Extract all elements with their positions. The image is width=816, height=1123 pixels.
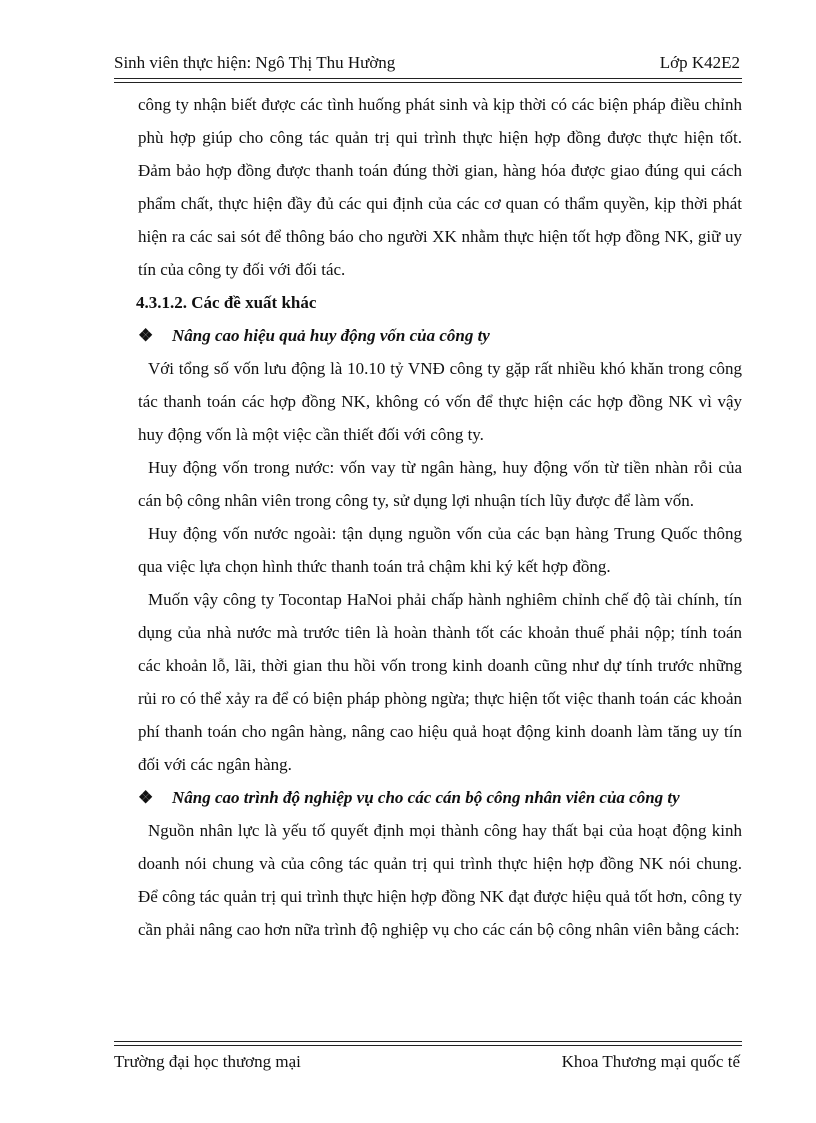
- page-header: [114, 50, 740, 76]
- bullet-heading-staff: [138, 781, 742, 814]
- paragraph-intro: công ty nhận biết được các tình huống phát sinh và kịp thời có các biện pháp điều chỉnh phù hợp giúp cho công tác quản trị qui trình thực hiện hợp đồng được thực hiện tốt. Đảm bảo hợp đồng được thanh toán đúng thời gian, hàng hóa được giao đúng qui cách phẩm chất, thực hiện đầy đủ các qui định của các cơ quan có thẩm quyền, kịp thời phát hiện ra các sai sót để thông báo cho người XK nhằm thực hiện tốt hợp đồng NK, giữ uy tín của công ty đối với đối tác.: [138, 95, 742, 279]
- paragraph-tocontap: Muốn vậy công ty Tocontap HaNoi phải chấp hành nghiêm chỉnh chế độ tài chính, tín dụng của nhà nước mà trước tiên là hoàn thành tốt các khoản thuế phải nộp; tính toán các khoản lỗ, lãi, thời gian thu hồi vốn trong kinh doanh cũng như dự tính trước những rủi ro có thể xảy ra để có biện pháp phòng ngừa; thực hiện tốt việc thanh toán các khoản phí thanh toán cho ngân hàng, nâng cao hiệu quả hoạt động kinh doanh làm tăng uy tín đối với các ngân hàng.: [138, 590, 742, 774]
- page-body: [138, 88, 742, 946]
- footer-faculty: Khoa Thương mại quốc tế: [561, 1052, 740, 1071]
- diamond-bullet-icon: ❖: [138, 788, 154, 807]
- paragraph-foreign-capital: Huy động vốn nước ngoài: tận dụng nguồn vốn của các bạn hàng Trung Quốc thông qua việc lựa chọn hình thức thanh toán trả chậm khi ký kết hợp đồng.: [138, 524, 742, 576]
- paragraph-human-resources: Nguồn nhân lực là yếu tố quyết định mọi thành công hay thất bại của hoạt động kinh doanh nói chung và của công tác quản trị qui trình thực hiện hợp đồng NK nói chung. Để công tác quản trị qui trình thực hiện hợp đồng NK đạt được hiệu quả tốt hơn, công ty cần phải nâng cao hơn nữa trình độ nghiệp vụ cho các cán bộ công nhân viên bằng cách:: [138, 821, 742, 939]
- bullet-heading-capital-text: Nâng cao hiệu quả huy động vốn của công ty: [172, 326, 490, 345]
- header-student-name: Sinh viên thực hiện: Ngô Thị Thu Hường: [114, 53, 396, 72]
- paragraph-domestic-capital: Huy động vốn trong nước: vốn vay từ ngân hàng, huy động vốn từ tiền nhàn rỗi của cán bộ công nhân viên trong công ty, sử dụng lợi nhuận tích lũy được để làm vốn.: [138, 458, 742, 510]
- bullet-heading-staff-text: Nâng cao trình độ nghiệp vụ cho các cán bộ công nhân viên của công ty: [172, 788, 680, 807]
- header-class: Lớp K42E2: [659, 53, 740, 72]
- diamond-bullet-icon: ❖: [138, 326, 154, 345]
- footer-university: Trường đại học thương mại: [114, 1052, 301, 1071]
- bullet-heading-capital: [138, 319, 742, 352]
- page-footer: [114, 1049, 740, 1075]
- header-rule: [114, 78, 742, 83]
- section-heading: 4.3.1.2. Các đề xuất khác: [136, 293, 317, 312]
- paragraph-capital: Với tổng số vốn lưu động là 10.10 tỷ VNĐ công ty gặp rất nhiều khó khăn trong công tác thanh toán các hợp đồng NK, không có vốn để thực hiện các hợp đồng NK vì vậy huy động vốn là một việc cần thiết đối với công ty.: [138, 359, 742, 444]
- footer-rule: [114, 1041, 742, 1046]
